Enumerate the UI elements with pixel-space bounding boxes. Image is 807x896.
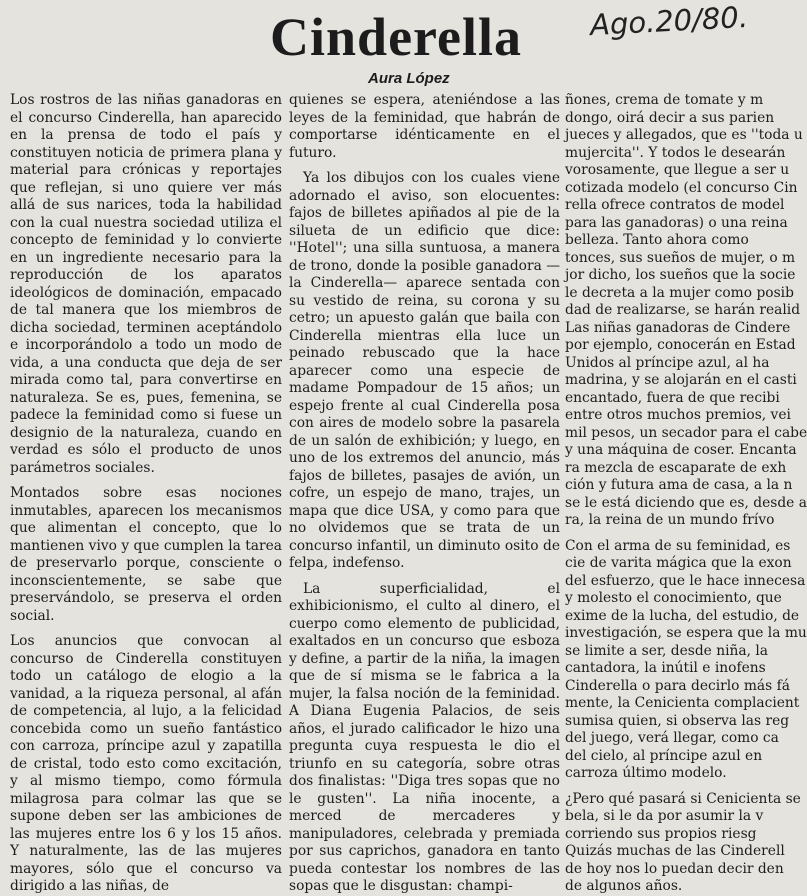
column-1 [10, 92, 282, 894]
column-2 [289, 92, 560, 894]
paragraph: Con el arma de su feminidad, es cie de varita mágica que la exon del esfuerzo, que le hace innecesa y molesto el conocimiento, que exime de la lucha, del estudio, de investigación, se espera que la mu se limite a ser, desde niña, la cantadora, la inútil e inofens Cinderella o para decirlo más fá mente, la Cenicienta complacient sumisa quien, si observa las reg del juego, verá llegar, como ca del cielo, al príncipe azul en carroza último modelo. [565, 537, 807, 781]
paragraph: Ya los dibujos con los cuales viene adornado el aviso, son elocuentes: fajos de billetes apiñados al pie de la silueta de un edificio que dice: ''Hotel''; una silla suntuosa, a manera de trono, donde la posible ganadora —la Cinderella— aparece sentada con su vestido de reina, su corona y su cetro; un apuesto galán que baila con Cinderella mientras ella luce un peinado rebuscado que la hace aparecer como una especie de madame Pompadour de 15 años; un espejo frente al cual Cinderella posa con aires de modelo sobre la pasarela de un salón de exhibición; y luego, en uno de los extremos del anuncio, más fajos de billetes, pasajes de avión, un cofre, un espejo de mano, trajes, un mapa que dice USA, y como para que no olvidemos que se trata de un concurso infantil, un diminuto osito de felpa, indefenso. [289, 170, 560, 571]
handwritten-date: Ago.20/80. [589, 0, 749, 43]
paragraph: ¿Pero qué pasará si Cenicienta se bela, si le da por asumir la v corriendo sus propios riesg Quizás muchas de las Cinderell de hoy nos lo puedan decir den de algunos años. [565, 790, 801, 894]
paragraph: ñones, crema de tomate y m dongo, oirá decir a sus parien jueces y allegados, que es ''toda u mujercita''. Y todos le desearán vorosamente, que llegue a ser u cotizada modelo (el concurso Cin rella ofrece contratos de model para las ganadoras) o una reina belleza. Tanto ahora como tonces, sus sueños de mujer, o m jor dicho, los sueños que la socie le decreta a la mujer como posib dad de realizarse, se harán realid Las niñas ganadoras de Cindere por ejemplo, conocerán en Estad Unidos al príncipe azul, al ha madrina, y se alojarán en el casti encantado, fuera de que recibi entre otros muchos premios, vei mil pesos, un secador para el cabe y una máquina de coser. Encanta ra mezcla de escaparate de exh ción y futura ama de casa, a la n se le está diciendo que es, desde a ra, la reina de un mundo frívo [565, 92, 807, 528]
paragraph: Montados sobre esas nociones inmutables, aparecen los mecanismos que alimentan el concepto, que lo mantienen vivo y que cumplen la tarea de preservarlo porque, consciente o inconscientemente, se sabe que preservándolo, se preserva el orden social. [10, 485, 282, 624]
column-3 [565, 92, 807, 894]
author-byline: Aura López [368, 70, 450, 87]
paragraph: Los rostros de las niñas ganadoras en el concurso Cinderella, han aparecido en la prensa de todo el país y constituyen noticia de primera plana y material para crónicas y reportajes que reflejan, si uno quiere ver más allá de sus narices, toda la habilidad con la cual nuestra sociedad utiliza el concepto de feminidad y lo convierte en un ingrediente necesario para la reproducción de los aparatos ideológicos de dominación, empacado de tal manera que los miembros de dicha sociedad, terminen aceptándolo e incorporándolo a todo un modo de vida, a una conducta que deja de ser mirada como tal, para convertirse en naturaleza. Se es, pues, femenina, se padece la feminidad como si fuese un designio de la naturaleza, cuando en verdad es sólo el producto de unos parámetros sociales. [10, 92, 282, 476]
paragraph: Los anuncios que convocan al concurso de Cinderella constituyen todo un catálogo de elogio a la vanidad, a la riqueza personal, al afán de competencia, al lujo, a la felicidad concebida como un sueño fantástico con carroza, príncipe azul y zapatilla de cristal, todo esto como excitación, y al mismo tiempo, como fórmula milagrosa para colmar las que se supone deben ser las ambiciones de las mujeres entre los 6 y los 15 años. Y naturalmente, las de las mujeres mayores, sólo que el concurso va dirigido a las niñas, de [10, 633, 282, 894]
paragraph: quienes se espera, ateniéndose a las leyes de la feminidad, que habrán de comportarse idénticamente en el futuro. [289, 92, 560, 161]
paragraph: La superficialidad, el exhibicionismo, el culto al dinero, el cuerpo como elemento de publicidad, exaltados en un concurso que esboza y define, a partir de la niña, la imagen que de sí misma se le fabrica a la mujer, la falsa noción de la feminidad. A Diana Eugenia Palacios, de seis años, el jurado calificador le hizo una pregunta cuya respuesta le dio el triunfo en su categoría, sobre otras dos finalistas: ''Diga tres sopas que no le gusten''. La niña inocente, a merced de mercaderes y manipuladores, celebrada y premiada por sus caprichos, ganadora en tanto pueda contestar los nombres de las sopas que le disgustan: champi- [289, 580, 560, 894]
article-title: Cinderella [270, 7, 522, 67]
